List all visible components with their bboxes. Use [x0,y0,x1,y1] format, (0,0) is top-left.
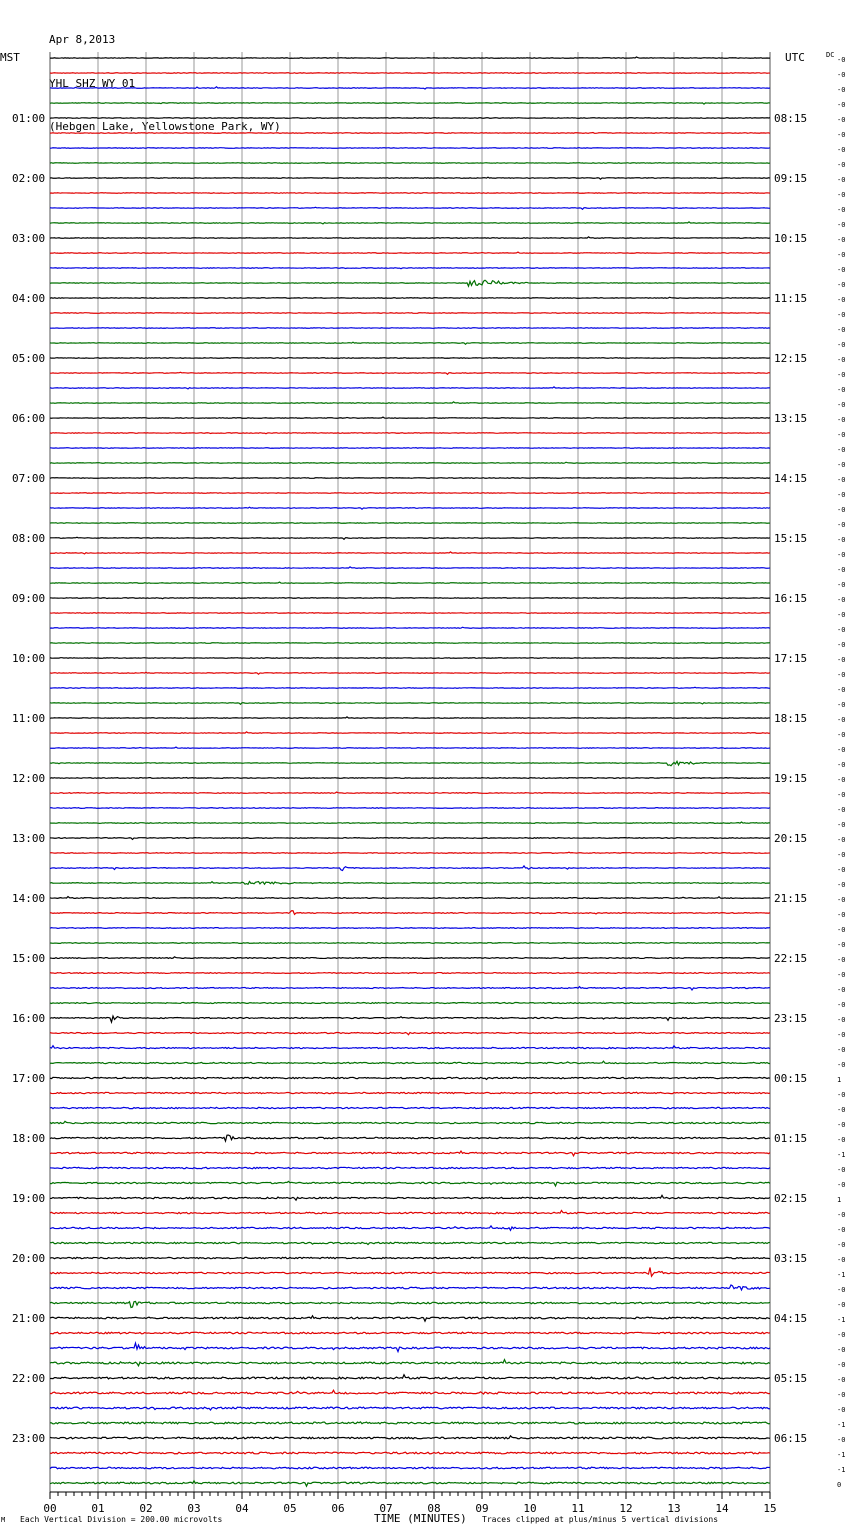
dc-offset-92: -0 [837,1436,846,1444]
dc-offset-47: -0 [837,761,846,769]
trace-68 [50,1077,770,1079]
dc-offset-76: 1 [837,1196,842,1204]
dc-offset-66: -0 [837,1046,846,1054]
dc-offset-62: -0 [837,986,846,994]
dc-offset-9: -0 [837,191,846,199]
trace-29 [50,493,770,494]
dc-offset-4: -0 [837,116,846,124]
trace-56 [50,897,770,899]
x-tick-label: 14 [715,1502,729,1515]
dc-offset-68: 1 [837,1076,842,1084]
mst-hour-label: 09:00 [12,592,46,605]
dc-offset-29: -0 [837,491,846,499]
dc-offset-21: -0 [837,371,846,379]
dc-offset-65: -0 [837,1031,846,1039]
trace-16 [50,297,770,298]
trace-1 [50,73,770,74]
dc-offset-79: -0 [837,1241,846,1249]
trace-54 [50,866,770,871]
utc-hour-label: 02:15 [774,1192,808,1205]
trace-0 [50,57,770,58]
mst-hour-label: 10:00 [12,652,46,665]
dc-offset-55: -0 [837,881,846,889]
x-tick-label: 05 [283,1502,297,1515]
x-tick-label: 09 [475,1502,489,1515]
dc-offset-45: -0 [837,731,846,739]
trace-26 [50,448,770,449]
dc-offset-24: -0 [837,416,846,424]
dc-offset-12: -0 [837,236,846,244]
trace-42 [50,687,770,688]
dc-offset-31: -0 [837,521,846,529]
dc-offset-85: -0 [837,1331,846,1339]
dc-offset-30: -0 [837,506,846,514]
utc-hour-label: 05:15 [774,1372,808,1385]
dc-offset-6: -0 [837,146,846,154]
trace-75 [50,1181,770,1186]
trace-60 [50,957,770,959]
dc-offset-38: -0 [837,626,846,634]
mst-hour-label: 07:00 [12,472,46,485]
trace-67 [50,1061,770,1063]
trace-49 [50,792,770,793]
trace-47 [50,761,770,765]
trace-66 [50,1046,770,1049]
dc-offset-22: -0 [837,386,846,394]
trace-71 [50,1121,770,1123]
trace-14 [50,268,770,269]
trace-89 [50,1390,770,1394]
dc-offset-8: -0 [837,176,846,184]
dc-offset-11: -0 [837,221,846,229]
dc-offset-91: -1 [837,1421,846,1429]
trace-19 [50,342,770,344]
utc-hour-label: 08:15 [774,112,808,125]
x-tick-label: 10 [523,1502,537,1515]
trace-90 [50,1407,770,1410]
dc-column-title: DC [826,51,835,59]
trace-86 [50,1343,770,1351]
dc-offset-39: -0 [837,641,846,649]
scale-note: Each Vertical Division = 200.00 microvolts [20,1515,223,1524]
dc-offset-36: -0 [837,596,846,604]
trace-83 [50,1301,770,1307]
utc-hour-label: 12:15 [774,352,808,365]
trace-39 [50,643,770,644]
trace-25 [50,433,770,434]
trace-13 [50,252,770,253]
x-tick-label: 01 [91,1502,105,1515]
trace-48 [50,778,770,779]
trace-27 [50,462,770,463]
dc-offset-53: -0 [837,851,846,859]
chart-location: (Hebgen Lake, Yellowstone Park, WY) [49,120,281,133]
dc-offset-59: -0 [837,941,846,949]
trace-82 [50,1285,770,1290]
trace-2 [50,87,770,89]
mst-hour-label: 21:00 [12,1312,46,1325]
dc-offset-88: -0 [837,1376,846,1384]
x-tick-label: 00 [43,1502,57,1515]
trace-52 [50,838,770,840]
utc-hour-label: 17:15 [774,652,808,665]
dc-offset-28: -0 [837,476,846,484]
dc-offset-2: -0 [837,86,846,94]
dc-offset-95: 0 [837,1481,842,1489]
trace-5 [50,133,770,134]
trace-38 [50,627,770,628]
mst-hour-label: 13:00 [12,832,46,845]
trace-95 [50,1481,770,1486]
trace-65 [50,1032,770,1034]
trace-59 [50,943,770,944]
dc-offset-78: -0 [837,1226,846,1234]
dc-offset-33: -0 [837,551,846,559]
dc-offset-40: -0 [837,656,846,664]
mst-hour-label: 17:00 [12,1072,46,1085]
trace-81 [50,1267,770,1276]
trace-73 [50,1151,770,1156]
trace-11 [50,222,770,224]
trace-44 [50,717,770,718]
trace-77 [50,1210,770,1213]
trace-87 [50,1360,770,1366]
utc-hour-label: 22:15 [774,952,808,965]
trace-12 [50,237,770,238]
dc-offset-42: -0 [837,686,846,694]
dc-offset-49: -0 [837,791,846,799]
dc-offset-23: -0 [837,401,846,409]
utc-hour-label: 19:15 [774,772,808,785]
dc-offset-64: -0 [837,1016,846,1024]
trace-3 [50,103,770,104]
trace-85 [50,1332,770,1334]
mst-hour-label: 03:00 [12,232,46,245]
dc-offset-14: -0 [837,266,846,274]
trace-72 [50,1135,770,1141]
x-tick-label: 11 [571,1502,585,1515]
trace-64 [50,1016,770,1022]
trace-21 [50,372,770,374]
dc-offset-35: -0 [837,581,846,589]
mst-hour-label: 23:00 [12,1432,46,1445]
dc-offset-84: -1 [837,1316,846,1324]
dc-offset-48: -0 [837,776,846,784]
trace-15 [50,280,770,286]
trace-41 [50,672,770,674]
dc-offset-0: -0 [837,56,846,64]
trace-37 [50,613,770,614]
dc-offset-61: -0 [837,971,846,979]
x-tick-label: 08 [427,1502,441,1515]
dc-offset-94: -1 [837,1466,846,1474]
dc-offset-89: -0 [837,1391,846,1399]
mst-hour-label: 20:00 [12,1252,46,1265]
trace-74 [50,1167,770,1168]
trace-79 [50,1242,770,1244]
utc-hour-label: 23:15 [774,1012,808,1025]
trace-18 [50,328,770,329]
trace-4 [50,118,770,119]
utc-hour-label: 15:15 [774,532,808,545]
dc-offset-58: -0 [837,926,846,934]
trace-8 [50,177,770,179]
trace-94 [50,1467,770,1469]
dc-offset-86: -0 [837,1346,846,1354]
utc-hour-label: 09:15 [774,172,808,185]
dc-offset-72: -0 [837,1136,846,1144]
trace-40 [50,658,770,659]
trace-76 [50,1195,770,1200]
x-tick-label: 02 [139,1502,153,1515]
dc-offset-77: -0 [837,1211,846,1219]
footer-mark: M [1,1516,6,1524]
utc-hour-label: 06:15 [774,1432,808,1445]
trace-33 [50,552,770,554]
x-tick-label: 13 [667,1502,681,1515]
dc-offset-50: -0 [837,806,846,814]
utc-hour-label: 18:15 [774,712,808,725]
dc-offset-93: -1 [837,1451,846,1459]
mst-hour-label: 22:00 [12,1372,46,1385]
dc-offset-74: -0 [837,1166,846,1174]
trace-32 [50,537,770,539]
dc-offset-5: -0 [837,131,846,139]
mst-hour-label: 01:00 [12,112,46,125]
dc-offset-54: -0 [837,866,846,874]
trace-80 [50,1257,770,1259]
dc-offset-7: -0 [837,161,846,169]
trace-46 [50,747,770,748]
utc-hour-label: 14:15 [774,472,808,485]
x-tick-label: 07 [379,1502,393,1515]
trace-92 [50,1436,770,1439]
utc-hour-label: 11:15 [774,292,808,305]
dc-offset-19: -0 [837,341,846,349]
mst-hour-label: 05:00 [12,352,46,365]
trace-35 [50,582,770,583]
dc-offset-27: -0 [837,461,846,469]
utc-hour-label: 13:15 [774,412,808,425]
mst-axis-title: MST [0,51,20,64]
trace-28 [50,478,770,479]
trace-30 [50,507,770,509]
dc-offset-41: -0 [837,671,846,679]
mst-hour-label: 16:00 [12,1012,46,1025]
dc-offset-87: -0 [837,1361,846,1369]
dc-offset-25: -0 [837,431,846,439]
x-tick-label: 12 [619,1502,633,1515]
trace-43 [50,703,770,705]
mst-hour-label: 06:00 [12,412,46,425]
trace-53 [50,852,770,853]
x-axis-title: TIME (MINUTES) [374,1512,467,1525]
dc-offset-51: -0 [837,821,846,829]
mst-hour-label: 08:00 [12,532,46,545]
trace-6 [50,148,770,149]
trace-22 [50,387,770,389]
dc-offset-26: -0 [837,446,846,454]
dc-offset-16: -0 [837,296,846,304]
dc-offset-67: -0 [837,1061,846,1069]
trace-70 [50,1107,770,1108]
mst-hour-label: 18:00 [12,1132,46,1145]
utc-hour-label: 10:15 [774,232,808,245]
dc-offset-83: -0 [837,1301,846,1309]
utc-hour-label: 20:15 [774,832,808,845]
trace-88 [50,1375,770,1379]
trace-24 [50,417,770,418]
dc-offset-17: -0 [837,311,846,319]
dc-offset-63: -0 [837,1001,846,1009]
trace-61 [50,973,770,974]
dc-offset-80: -0 [837,1256,846,1264]
x-tick-label: 03 [187,1502,201,1515]
dc-offset-75: -0 [837,1181,846,1189]
dc-offset-46: -0 [837,746,846,754]
mst-hour-label: 15:00 [12,952,46,965]
trace-58 [50,928,770,929]
x-tick-label: 15 [763,1502,777,1515]
dc-offset-69: -0 [837,1091,846,1099]
trace-10 [50,207,770,209]
trace-93 [50,1452,770,1454]
dc-offset-34: -0 [837,566,846,574]
trace-23 [50,402,770,403]
utc-hour-label: 00:15 [774,1072,808,1085]
dc-offset-20: -0 [837,356,846,364]
mst-hour-label: 11:00 [12,712,46,725]
x-tick-label: 04 [235,1502,249,1515]
trace-31 [50,523,770,524]
chart-station: YHL SHZ WY 01 [49,76,136,90]
dc-offset-90: -0 [837,1406,846,1414]
trace-63 [50,1003,770,1004]
dc-offset-13: -0 [837,251,846,259]
dc-offset-57: -0 [837,911,846,919]
trace-57 [50,911,770,915]
dc-offset-3: -0 [837,101,846,109]
trace-55 [50,881,770,884]
trace-7 [50,163,770,164]
trace-78 [50,1226,770,1230]
mst-hour-label: 12:00 [12,772,46,785]
dc-offset-32: -0 [837,536,846,544]
utc-hour-label: 16:15 [774,592,808,605]
trace-45 [50,732,770,733]
trace-17 [50,313,770,314]
seismic-traces [50,57,770,1486]
mst-hour-label: 14:00 [12,892,46,905]
dc-offset-44: -0 [837,716,846,724]
dc-offset-81: -1 [837,1271,846,1279]
dc-offset-15: -0 [837,281,846,289]
clip-note: Traces clipped at plus/minus 5 vertical divisions [482,1515,719,1524]
trace-9 [50,193,770,194]
dc-offset-37: -0 [837,611,846,619]
dc-offset-82: -0 [837,1286,846,1294]
mst-hour-label: 02:00 [12,172,46,185]
dc-offset-73: -1 [837,1151,846,1159]
utc-hour-label: 01:15 [774,1132,808,1145]
utc-hour-label: 21:15 [774,892,808,905]
trace-34 [50,567,770,568]
mst-hour-label: 19:00 [12,1192,46,1205]
dc-offset-52: -0 [837,836,846,844]
chart-date: Apr 8,2013 [49,33,116,46]
trace-62 [50,987,770,990]
trace-20 [50,358,770,359]
dc-offset-18: -0 [837,326,846,334]
trace-84 [50,1316,770,1321]
dc-offset-43: -0 [837,701,846,709]
dc-offset-1: -0 [837,71,846,79]
dc-offset-71: -0 [837,1121,846,1129]
trace-51 [50,822,770,823]
dc-offset-70: -0 [837,1106,846,1114]
x-tick-label: 06 [331,1502,345,1515]
trace-69 [50,1092,770,1093]
utc-hour-label: 04:15 [774,1312,808,1325]
dc-offset-56: -0 [837,896,846,904]
utc-hour-label: 03:15 [774,1252,808,1265]
trace-91 [50,1422,770,1424]
dc-offset-60: -0 [837,956,846,964]
trace-50 [50,808,770,809]
trace-36 [50,598,770,599]
dc-offset-10: -0 [837,206,846,214]
utc-axis-title: UTC [785,51,805,64]
mst-hour-label: 04:00 [12,292,46,305]
